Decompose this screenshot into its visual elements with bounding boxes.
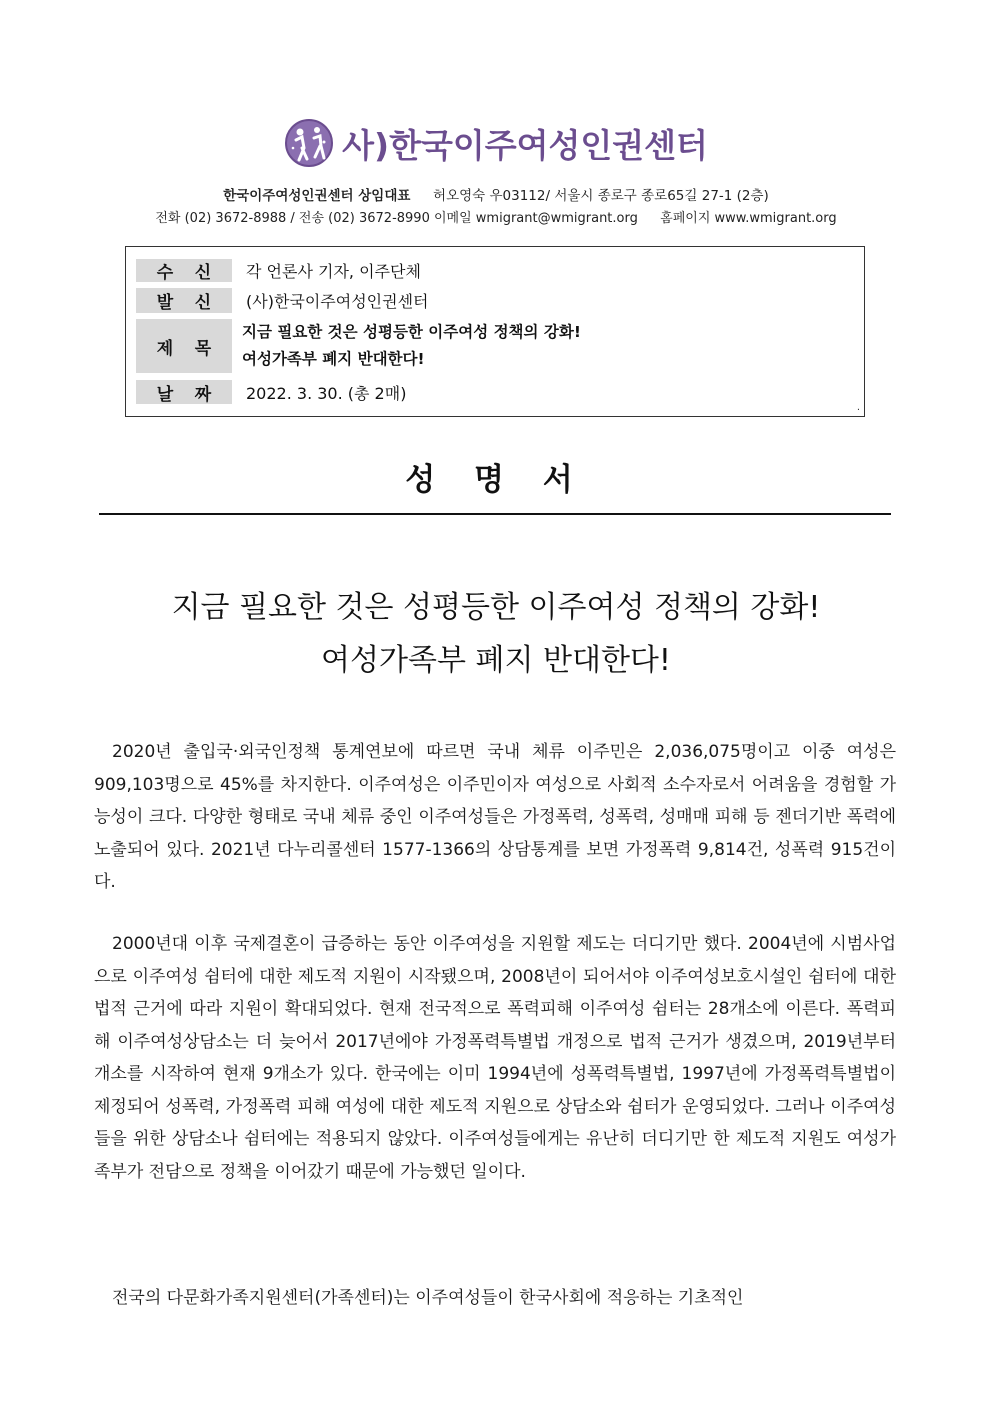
body-paragraph: 전국의 다문화가족지원센터(가족센터)는 이주여성들이 한국사회에 적응하는 기초적인 <box>112 1288 744 1308</box>
organization-representative-label: 한국이주여성인권센터 상임대표 <box>223 188 411 204</box>
statement-title-line-2: 여성가족부 폐지 반대한다! <box>321 643 671 678</box>
letterhead <box>0 118 992 168</box>
subject-line-1: 지금 필요한 것은 성평등한 이주여성 정책의 강화! <box>242 323 581 341</box>
info-value-recipient: 각 언론사 기자, 이주단체 <box>246 262 421 281</box>
body-paragraph: 2020년 출입국·외국인정책 통계연보에 따르면 국내 체류 이주민은 2,036,075명이고 이중 여성은 909,103명으로 45%를 차지한다. 이주여성은 이주민이자 여성으로 사회적 소수자로서 어려움을 경험할 가능성이 크다. 다양한 형태로 국내 체류 중인 이주여성들은 가정폭력, 성폭력, 성매매 피해 등 젠더기반 폭력에 노출되어 있다. 2021년 다누리콜센터 1577-1366의 상담통계를 보면 가정폭력 9,814건, 성폭력 915건이다. <box>94 742 896 892</box>
organization-contact-line <box>0 207 992 226</box>
info-value-subject <box>232 319 581 373</box>
organization-logo-text: 사)한국이주여성인권센터 <box>342 125 708 165</box>
heading-divider <box>99 513 891 515</box>
organization-address: 허오영숙 우03112/ 서울시 종로구 종로65길 27-1 (2층) <box>433 188 769 204</box>
release-info-box <box>125 246 865 417</box>
info-label-recipient: 수 신 <box>136 259 232 282</box>
info-label-date: 날 짜 <box>136 380 232 404</box>
info-row-subject <box>136 319 581 373</box>
body-paragraph: 2000년대 이후 국제결혼이 급증하는 동안 이주여성을 지원할 제도는 더디기만 했다. 2004년에 시범사업으로 이주여성 쉼터에 대한 제도적 지원이 시작됐으며, 2008년이 되어서야 이주여성보호시설인 쉼터에 대한 법적 근거에 따라 지원이 확대되었다. 현재 전국적으로 폭력피해 이주여성 쉼터는 28개소에 이른다. 폭력피해 이주여성상담소는 더 늦어서 2017년에야 가정폭력특별법 개정으로 법적 근거가 생겼으며, 2019년부터 개소를 시작하여 현재 9개소가 있다. 한국에는 이미 1994년에 성폭력특별법, 1997년에 가정폭력특별법이 제정되어 성폭력, 가정폭력 피해 여성에 대한 제도적 지원으로 상담소와 쉼터가 운영되었다. 그러나 이주여성들을 위한 상담소나 쉼터에는 적용되지 않았다. 이주여성들에게는 유난히 더디기만 한 제도적 지원도 여성가족부가 전담으로 정책을 이어갔기 때문에 가능했던 일이다. <box>94 934 896 1182</box>
info-row-sender <box>136 288 429 313</box>
info-value-date: 2022. 3. 30. (총 2매) <box>246 383 407 403</box>
statement-title-line-1: 지금 필요한 것은 성평등한 이주여성 정책의 강화! <box>171 590 821 625</box>
corner-mark: . <box>856 402 860 413</box>
organization-address-line <box>0 184 992 204</box>
info-value-sender: (사)한국이주여성인권센터 <box>246 292 429 311</box>
organization-logo-icon <box>284 118 334 168</box>
info-row-recipient <box>136 259 421 282</box>
subject-line-2: 여성가족부 폐지 반대한다! <box>242 350 425 368</box>
organization-homepage: 홈페이지 www.wmigrant.org <box>660 211 837 226</box>
organization-contact: 전화 (02) 3672-8988 / 전송 (02) 3672-8990 이메일 wmigrant@wmigrant.org <box>155 211 638 226</box>
document-type-heading: 성 명 서 <box>405 462 587 498</box>
info-label-sender: 발 신 <box>136 288 232 313</box>
info-label-subject: 제 목 <box>136 319 232 373</box>
info-row-date <box>136 380 406 404</box>
